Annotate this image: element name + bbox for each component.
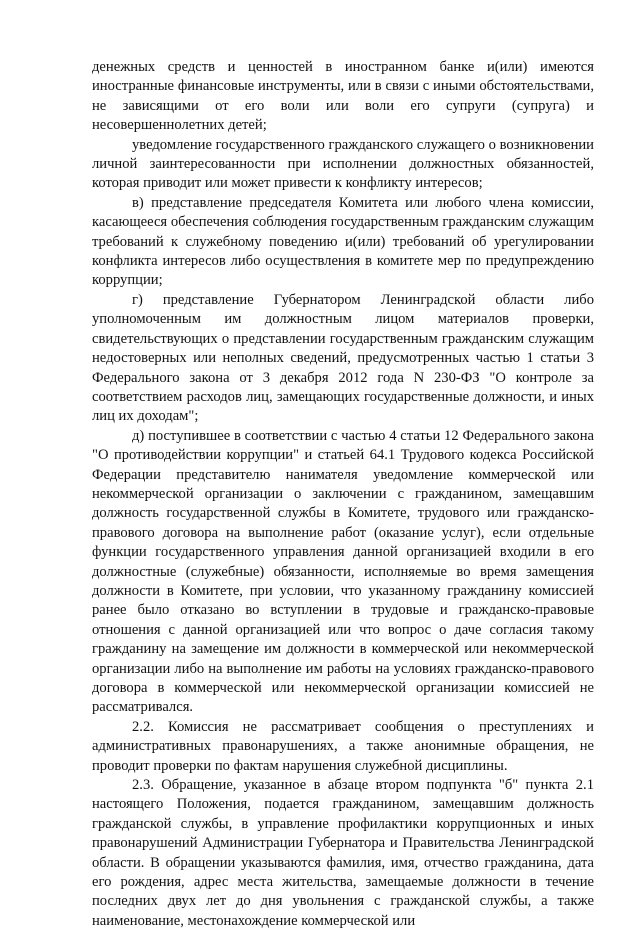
paragraph-foreign-assets-continuation: денежных средств и ценностей в иностранном банке и(или) имеются иностранные финансовые инструменты, или в связи с иными обстоятельствами, не зависящими от его воли или воли его супруги (супруга) и несовершеннолетних детей; (92, 59, 594, 134)
document-page (92, 58, 594, 931)
paragraph-section-2-3: 2.3. Обращение, указанное в абзаце втором подпункта "б" пункта 2.1 настоящего Положения, подается гражданином, замещавшим должность гражданской службы, в управление профилактики коррупционных и иных правонарушений Администрации Губернатора и Правительства Ленинградской области. В обращении указываются фамилия, имя, отчество гражданина, дата его рождения, адрес места жительства, замещаемые должности в течение последних двух лет до дня увольнения с гражданской службы, а также наименование, местонахождение коммерческой или (92, 777, 594, 929)
paragraph-item-g: г) представление Губернатором Ленинградской области либо уполномоченным им должностным лицом материалов проверки, свидетельствующих о представлении государственным гражданским служащим недостоверных или неполных сведений, предусмотренных частью 1 статьи 3 Федерального закона от 3 декабря 2012 года N 230-ФЗ "О контроле за соответствием расходов лиц, замещающих государственные должности, и иных лиц их доходам"; (92, 291, 594, 425)
paragraph-conflict-notification: уведомление государственного гражданского служащего о возникновении личной заинтересованности при исполнении должностных обязанностей, которая приводит или может привести к конфликту интересов; (92, 136, 594, 192)
paragraph-section-2-2: 2.2. Комиссия не рассматривает сообщения о преступлениях и административных правонарушениях, а также анонимные обращения, не проводит проверки по фактам нарушения служебной дисциплины. (92, 718, 594, 774)
paragraph-item-d: д) поступившее в соответствии с частью 4 статьи 12 Федерального закона "О противодействии коррупции" и статьей 64.1 Трудового кодекса Российской Федерации представителю нанимателя уведомление коммерческой или некоммерческой организации о заключении с гражданином, замещавшим должность государственной службы в Комитете, трудового или гражданско-правового договора на выполнение работ (оказание услуг), если отдельные функции государственного управления данной организацией входили в его должностные (служебные) обязанности, исполняемые во время замещения должности в Комитете, при условии, что указанному гражданину комиссией ранее было отказано во вступлении в трудовые и гражданско-правовые отношения с данной организацией или что вопрос о даче согласия такому гражданину на замещение им должности в коммерческой или некоммерческой организации либо на выполнение им работы на условиях гражданско-правового договора в коммерческой или некоммерческой организации комиссией не рассматривался. (92, 427, 594, 716)
paragraph-item-v: в) представление председателя Комитета или любого члена комиссии, касающееся обеспечения соблюдения государственным гражданским служащим требований к служебному поведению и(или) требований об урегулировании конфликта интересов либо осуществления в комитете мер по предупреждению коррупции; (92, 194, 594, 289)
